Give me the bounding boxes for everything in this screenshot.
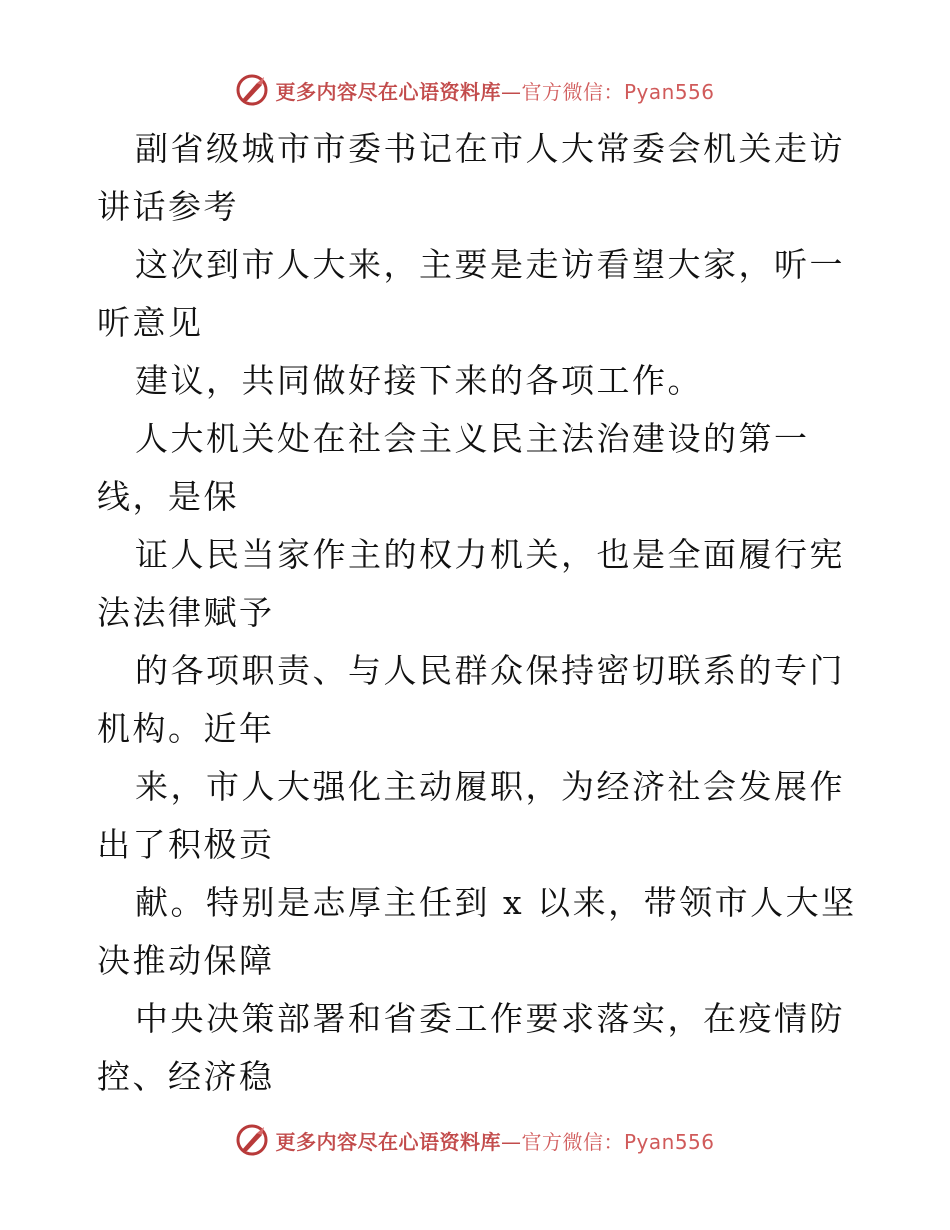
document-body	[97, 120, 857, 1106]
paragraph-line: 这次到市人大来，主要是走访看望大家，听一听意见	[97, 245, 845, 342]
quill-logo-icon	[235, 1123, 269, 1157]
paragraph-line: 献。特别是志厚主任到 x 以来，带领市人大坚决推动保障	[97, 883, 857, 980]
watermark-main: 更多内容尽在心语资料库	[275, 1129, 501, 1154]
watermark-text	[275, 76, 714, 105]
watermark-sub: 官方微信：	[521, 79, 624, 104]
watermark-wechat-id: Pyan556	[623, 79, 715, 104]
quill-logo-icon	[235, 73, 269, 107]
paragraph-line: 证人民当家作主的权力机关，也是全面履行宪法法律赋予	[97, 535, 845, 632]
document-title-line: 副省级城市市委书记在市人大常委会机关走访讲话参考	[97, 129, 845, 226]
paragraph-line: 建议，共同做好接下来的各项工作。	[135, 361, 703, 400]
paragraph-line: 中央决策部署和省委工作要求落实，在疫情防控、经济稳	[97, 999, 845, 1096]
paragraph-line: 来，市人大强化主动履职，为经济社会发展作出了积极贡	[97, 767, 845, 864]
header-watermark	[0, 72, 950, 108]
watermark-main: 更多内容尽在心语资料库	[275, 79, 501, 104]
watermark-sub: 官方微信：	[521, 1129, 624, 1154]
paragraph-line: 人大机关处在社会主义民主法治建设的第一线，是保	[97, 419, 810, 516]
footer-watermark	[0, 1122, 950, 1158]
watermark-wechat-id: Pyan556	[623, 1129, 715, 1154]
watermark-text	[275, 1126, 714, 1155]
watermark-dash: —	[500, 1129, 522, 1154]
watermark-dash: —	[500, 79, 522, 104]
paragraph-line: 的各项职责、与人民群众保持密切联系的专门机构。近年	[97, 651, 845, 748]
